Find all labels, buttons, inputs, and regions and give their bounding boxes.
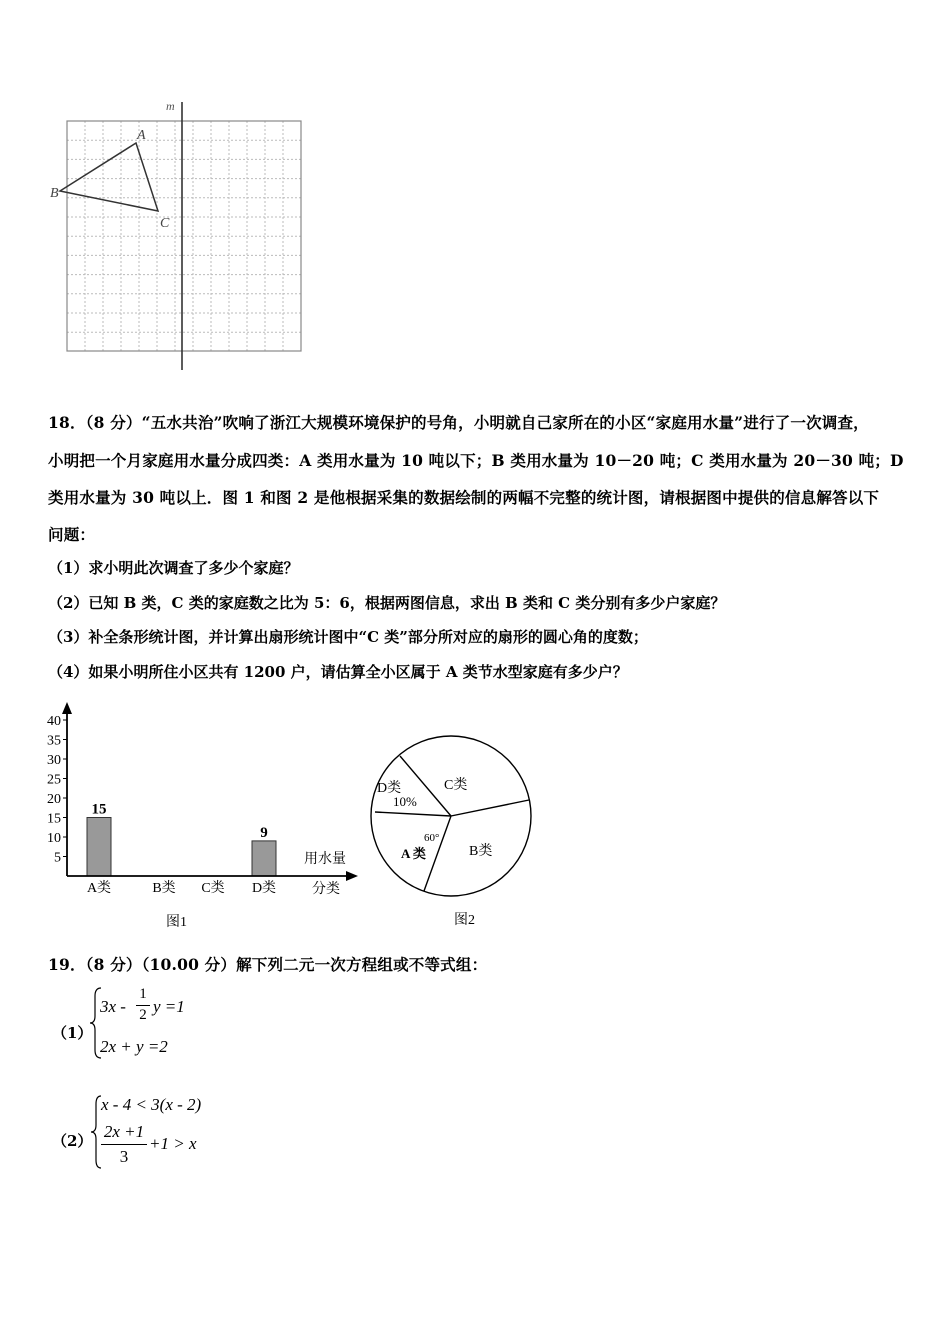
slice-a-label: A 类 [401,846,426,861]
ineq2-post: +1 > x [149,1134,197,1153]
q18-line-2: 小明把一个月家庭用水量分成四类：A 类用水量为 10 吨以下；B 类用水量为 10－20 吨；C 类用水量为 20－30 吨；D [48,451,904,470]
point-c-label: C [160,216,170,231]
fraction-bar [101,1144,147,1145]
y-tick-label: 30 [47,753,61,768]
q18-sub-4: （4）如果小明所住小区共有 1200 户，请估算全小区属于 A 类节水型家庭有多少户？ [48,663,628,681]
y-tick-label: 25 [47,772,61,788]
eq1-fraction-num: 1 [139,986,147,1002]
x-axis-arrow [346,871,358,881]
pie-chart-figure2 [360,730,540,930]
y-tick-label: 35 [47,733,61,749]
ineq2-fraction-num: 2x +1 [103,1122,145,1141]
axis-m-label: m [166,99,175,113]
eq1-pre: 3x - [100,997,131,1016]
q19-p2-ineq2 [101,1122,301,1170]
q19-p1-eq2: 2x + y =2 [100,1037,168,1056]
bar [252,841,276,876]
slice-b-label: B类 [469,844,493,859]
q18-line-1: 18．（8 分）“五水共治”吹响了浙江大规模环境保护的号角，小明就自己家所在的小区“家庭用水量”进行了一次调查， [48,413,869,432]
fraction-bar [136,1005,150,1006]
eq1-post: y =1 [153,997,185,1016]
grid-lines [67,121,301,351]
q18-sub-2: （2）已知 B 类，C 类的家庭数之比为 5：6，根据两图信息，求出 B 类和 C 类分别有多少户家庭？ [48,594,726,612]
q18-line-3: 类用水量为 30 吨以上．图 1 和图 2 是他根据采集的数据绘制的两幅不完整的统计图，请根据图中提供的信息解答以下 [48,488,880,507]
q19-p1-label: （1） [52,1024,93,1042]
y-tick-label: 40 [47,714,61,729]
x-tick-label: D类 [251,881,277,896]
point-a-label: A [137,128,146,143]
x-tick-label: A类 [86,881,112,896]
point-b-label: B [50,186,59,201]
q18-line-4: 问题： [48,525,96,544]
slice-a-angle: 60° [424,832,440,844]
q18-sub-1: （1）求小明此次调查了多少个家庭？ [48,559,299,577]
bar-chart-figure1 [40,700,370,940]
y-axis-label: 用水量 [304,852,346,867]
slice-d-percent: 10% [393,794,417,809]
y-tick-label: 15 [47,811,61,827]
q19-p2-ineq1: x - 4 < 3(x - 2) [101,1095,202,1114]
ineq2-fraction-den: 3 [119,1147,129,1166]
eq1-fraction-den: 2 [139,1007,147,1023]
data-label: 15 [91,801,107,818]
q19-p2-label: （2） [52,1132,93,1150]
q19-p1-eq1 [100,986,300,1026]
x-axis-label: 分类 [312,882,340,897]
q18-sub-3: （3）补全条形统计图，并计算出扇形统计图中“C 类”部分所对应的扇形的圆心角的度数； [48,628,648,646]
y-tick-label: 20 [47,792,61,807]
grid-figure [40,90,320,380]
q19-title: 19．（8 分）（10.00 分）解下列二元一次方程组或不等式组： [48,955,488,974]
y-axis-arrow [62,702,72,714]
data-label: 9 [260,824,268,841]
y-tick-label: 5 [54,850,61,866]
y-tick-label: 10 [47,831,61,846]
chart-title: 图1 [166,915,187,930]
slice-d-label: D类 [377,781,402,796]
x-tick-label: B类 [152,881,176,896]
bar [87,818,111,877]
slice-c-label: C类 [444,778,468,793]
x-tick-label: C类 [201,881,225,896]
triangle-abc [60,143,158,211]
chart-title: 图2 [454,913,475,928]
